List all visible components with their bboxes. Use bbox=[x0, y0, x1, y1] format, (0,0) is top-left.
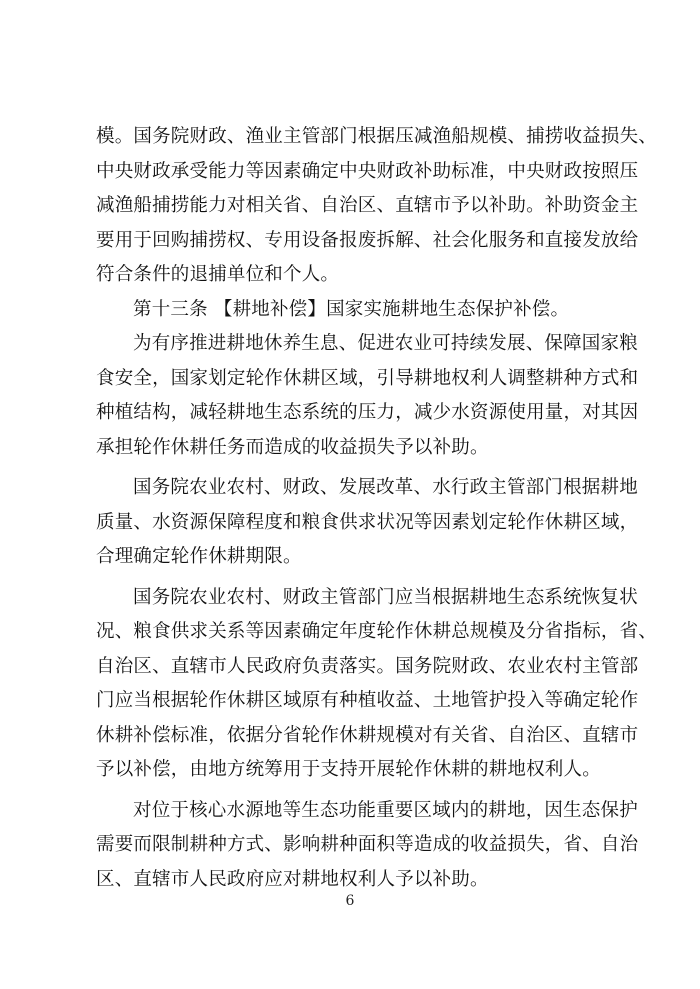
text-line: 区、直辖市人民政府应对耕地权利人予以补助。 bbox=[96, 868, 489, 890]
text-line: 为有序推进耕地休养生息、促进农业可持续发展、保障国家粮 bbox=[133, 333, 638, 354]
paragraph bbox=[96, 327, 639, 465]
text-line: 门应当根据轮作休耕区域原有种植收益、土地管护投入等确定轮作 bbox=[96, 690, 639, 711]
paragraph bbox=[96, 471, 639, 575]
text-line: 合理确定轮作休耕期限。 bbox=[96, 546, 302, 567]
text-line: 自治区、直辖市人民政府负责落实。国务院财政、农业农村主管部 bbox=[96, 655, 639, 677]
paragraph bbox=[96, 794, 639, 898]
text-line: 食安全，国家划定轮作休耕区域，引导耕地权利人调整耕种方式和 bbox=[96, 367, 639, 389]
text-line: 需要而限制耕种方式、影响耕种面积等造成的收益损失，省、自治 bbox=[96, 834, 639, 855]
page-number: 6 bbox=[345, 893, 355, 909]
text-line: 休耕补偿标准，依据分省轮作休耕规模对有关省、自治区、直辖市 bbox=[96, 724, 639, 746]
article-heading: 第十三条 【耕地补偿】国家实施耕地生态保护补偿。 bbox=[133, 298, 570, 320]
paragraph bbox=[96, 581, 658, 788]
article-heading-paragraph bbox=[96, 293, 621, 328]
text-line: 承担轮作休耕任务而造成的收益损失予以补助。 bbox=[96, 436, 489, 458]
text-line: 减渔船捕捞能力对相关省、自治区、直辖市予以补助。补助资金主 bbox=[96, 195, 639, 216]
text-line: 中央财政承受能力等因素确定中央财政补助标准，中央财政按照压 bbox=[96, 160, 639, 182]
text-line: 予以补偿，由地方统筹用于支持开展轮作休耕的耕地权利人。 bbox=[96, 759, 601, 780]
text-line: 质量、水资源保障程度和粮食供求状况等因素划定轮作休耕区域， bbox=[96, 511, 639, 533]
paragraph bbox=[96, 120, 658, 293]
text-line: 对位于核心水源地等生态功能重要区域内的耕地，因生态保护 bbox=[133, 799, 638, 821]
text-line: 模。国务院财政、渔业主管部门根据压减渔船规模、捕捞收益损失、 bbox=[96, 126, 658, 147]
text-line: 况、粮食供求关系等因素确定年度轮作休耕总规模及分省指标，省、 bbox=[96, 621, 658, 642]
text-line: 符合条件的退捕单位和个人。 bbox=[96, 264, 340, 285]
text-line: 要用于回购捕捞权、专用设备报废拆解、社会化服务和直接发放给 bbox=[96, 229, 639, 251]
text-line: 种植结构，减轻耕地生态系统的压力，减少水资源使用量，对其因 bbox=[96, 402, 639, 423]
body-text bbox=[96, 120, 658, 897]
text-line: 国务院农业农村、财政主管部门应当根据耕地生态系统恢复状 bbox=[133, 586, 638, 608]
text-line: 国务院农业农村、财政、发展改革、水行政主管部门根据耕地 bbox=[133, 477, 638, 498]
